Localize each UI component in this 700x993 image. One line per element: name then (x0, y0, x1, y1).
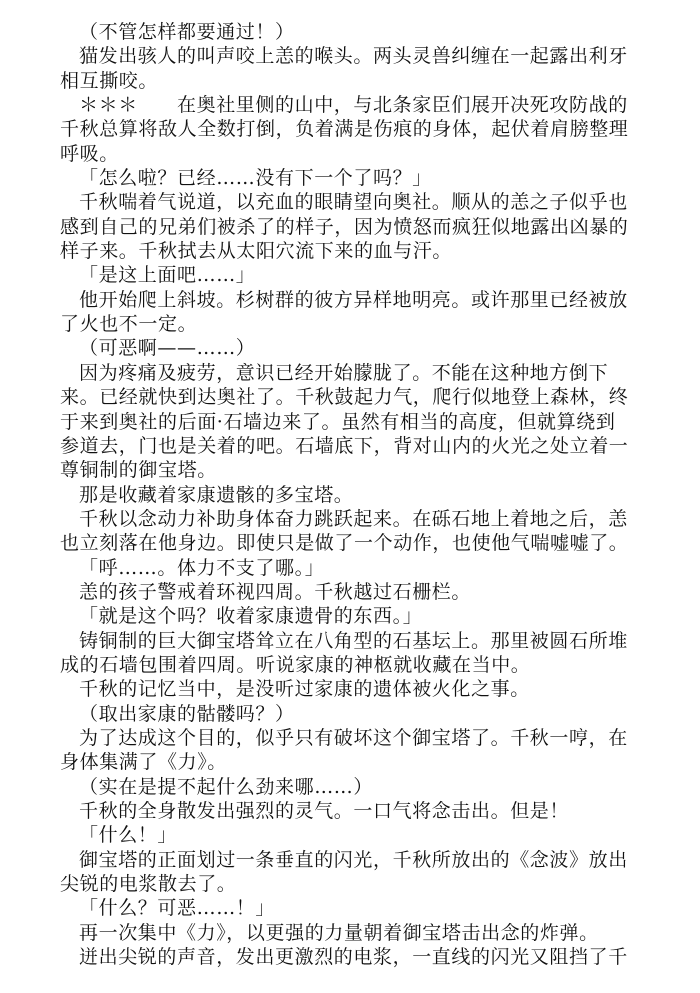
paragraph: 千秋的全身散发出强烈的灵气。一口气将念击出。但是！ (79, 800, 570, 822)
paragraph: 他开始爬上斜坡。杉树群的彼方异样地明亮。或许那里已经被放了火也不一定。 (60, 288, 628, 336)
paragraph: （实在是提不起什么劲来哪……） (79, 775, 374, 798)
paragraph: 「怎么啦？已经……没有下一个了吗？」 (79, 167, 432, 190)
paragraph: 因为疼痛及疲劳，意识已经开始朦胧了。不能在这种地方倒下来。已经就快到达奥社了。千秋鼓起力气，爬行似地登上森林，终于来到奥社的后面·石墙边来了。虽然有相当的高度，但就算绕到参道去，门也是关着的吧。石墙底下，背对山内的火光之处立着一尊铜制的御宝塔。 (60, 361, 629, 482)
paragraph: （可恶啊——……） (79, 337, 256, 360)
paragraph: 「什么？可恶……！」 (79, 897, 276, 920)
paragraph: 为了达成这个目的，似乎只有破坏这个御宝塔了。千秋一哼，在身体集满了《力》。 (60, 726, 628, 774)
paragraph: 铸铜制的巨大御宝塔耸立在八角型的石基坛上。那里被圆石所堆成的石墙包围着四周。听说家康的神柩就收藏在当中。 (60, 629, 628, 676)
paragraph: 再一次集中《力》，以更强的力量朝着御宝塔击出念的炸弹。 (79, 921, 599, 944)
paragraph: （不管怎样都要通过！） (79, 21, 295, 43)
paragraph: 「什么！」 (79, 824, 178, 847)
paragraph: 「呼……。体力不支了哪。」 (79, 556, 325, 579)
paragraph: 千秋以念动力补助身体奋力跳跃起来。在砾石地上着地之后，恙也立刻落在他身边。即使只是做了一个动作，也使他气喘嘘嘘了。 (60, 507, 629, 555)
paragraph: 「就是这个吗？收着家康遗骨的东西。」 (79, 605, 423, 628)
paragraph: ＊＊＊ 在奥社里侧的山中，与北条家臣们展开决死攻防战的千秋总算将敌人全数打倒，负着满是伤痕的身体，起伏着肩膀整理呼吸。 (60, 94, 629, 165)
paragraph: （取出家康的骷髅吗？） (79, 702, 295, 725)
paragraph: 迸出尖锐的声音，发出更激烈的电浆，一直线的闪光又阻挡了千 (79, 946, 628, 969)
paragraph: 猫发出骇人的叫声咬上恙的喉头。两头灵兽纠缠在一起露出利牙相互撕咬。 (60, 45, 628, 92)
paragraph: 「是这上面吧……」 (79, 264, 256, 287)
paragraph: 御宝塔的正面划过一条垂直的闪光，千秋所放出的《念波》放出尖锐的电浆散去了。 (60, 848, 628, 896)
paragraph: 千秋喘着气说道，以充血的眼睛望向奥社。顺从的恙之子似乎也感到自己的兄弟们被杀了的样子，因为愤怒而疯狂似地露出凶暴的样子来。千秋拭去从太阳穴流下来的血与汗。 (60, 191, 629, 263)
paragraph: 那是收藏着家康遗骸的多宝塔。 (79, 483, 354, 506)
paragraph: 恙的孩子警戒着环视四周。千秋越过石栅栏。 (79, 580, 472, 603)
paragraph: 千秋的记忆当中，是没听过家康的遗体被火化之事。 (79, 678, 530, 701)
